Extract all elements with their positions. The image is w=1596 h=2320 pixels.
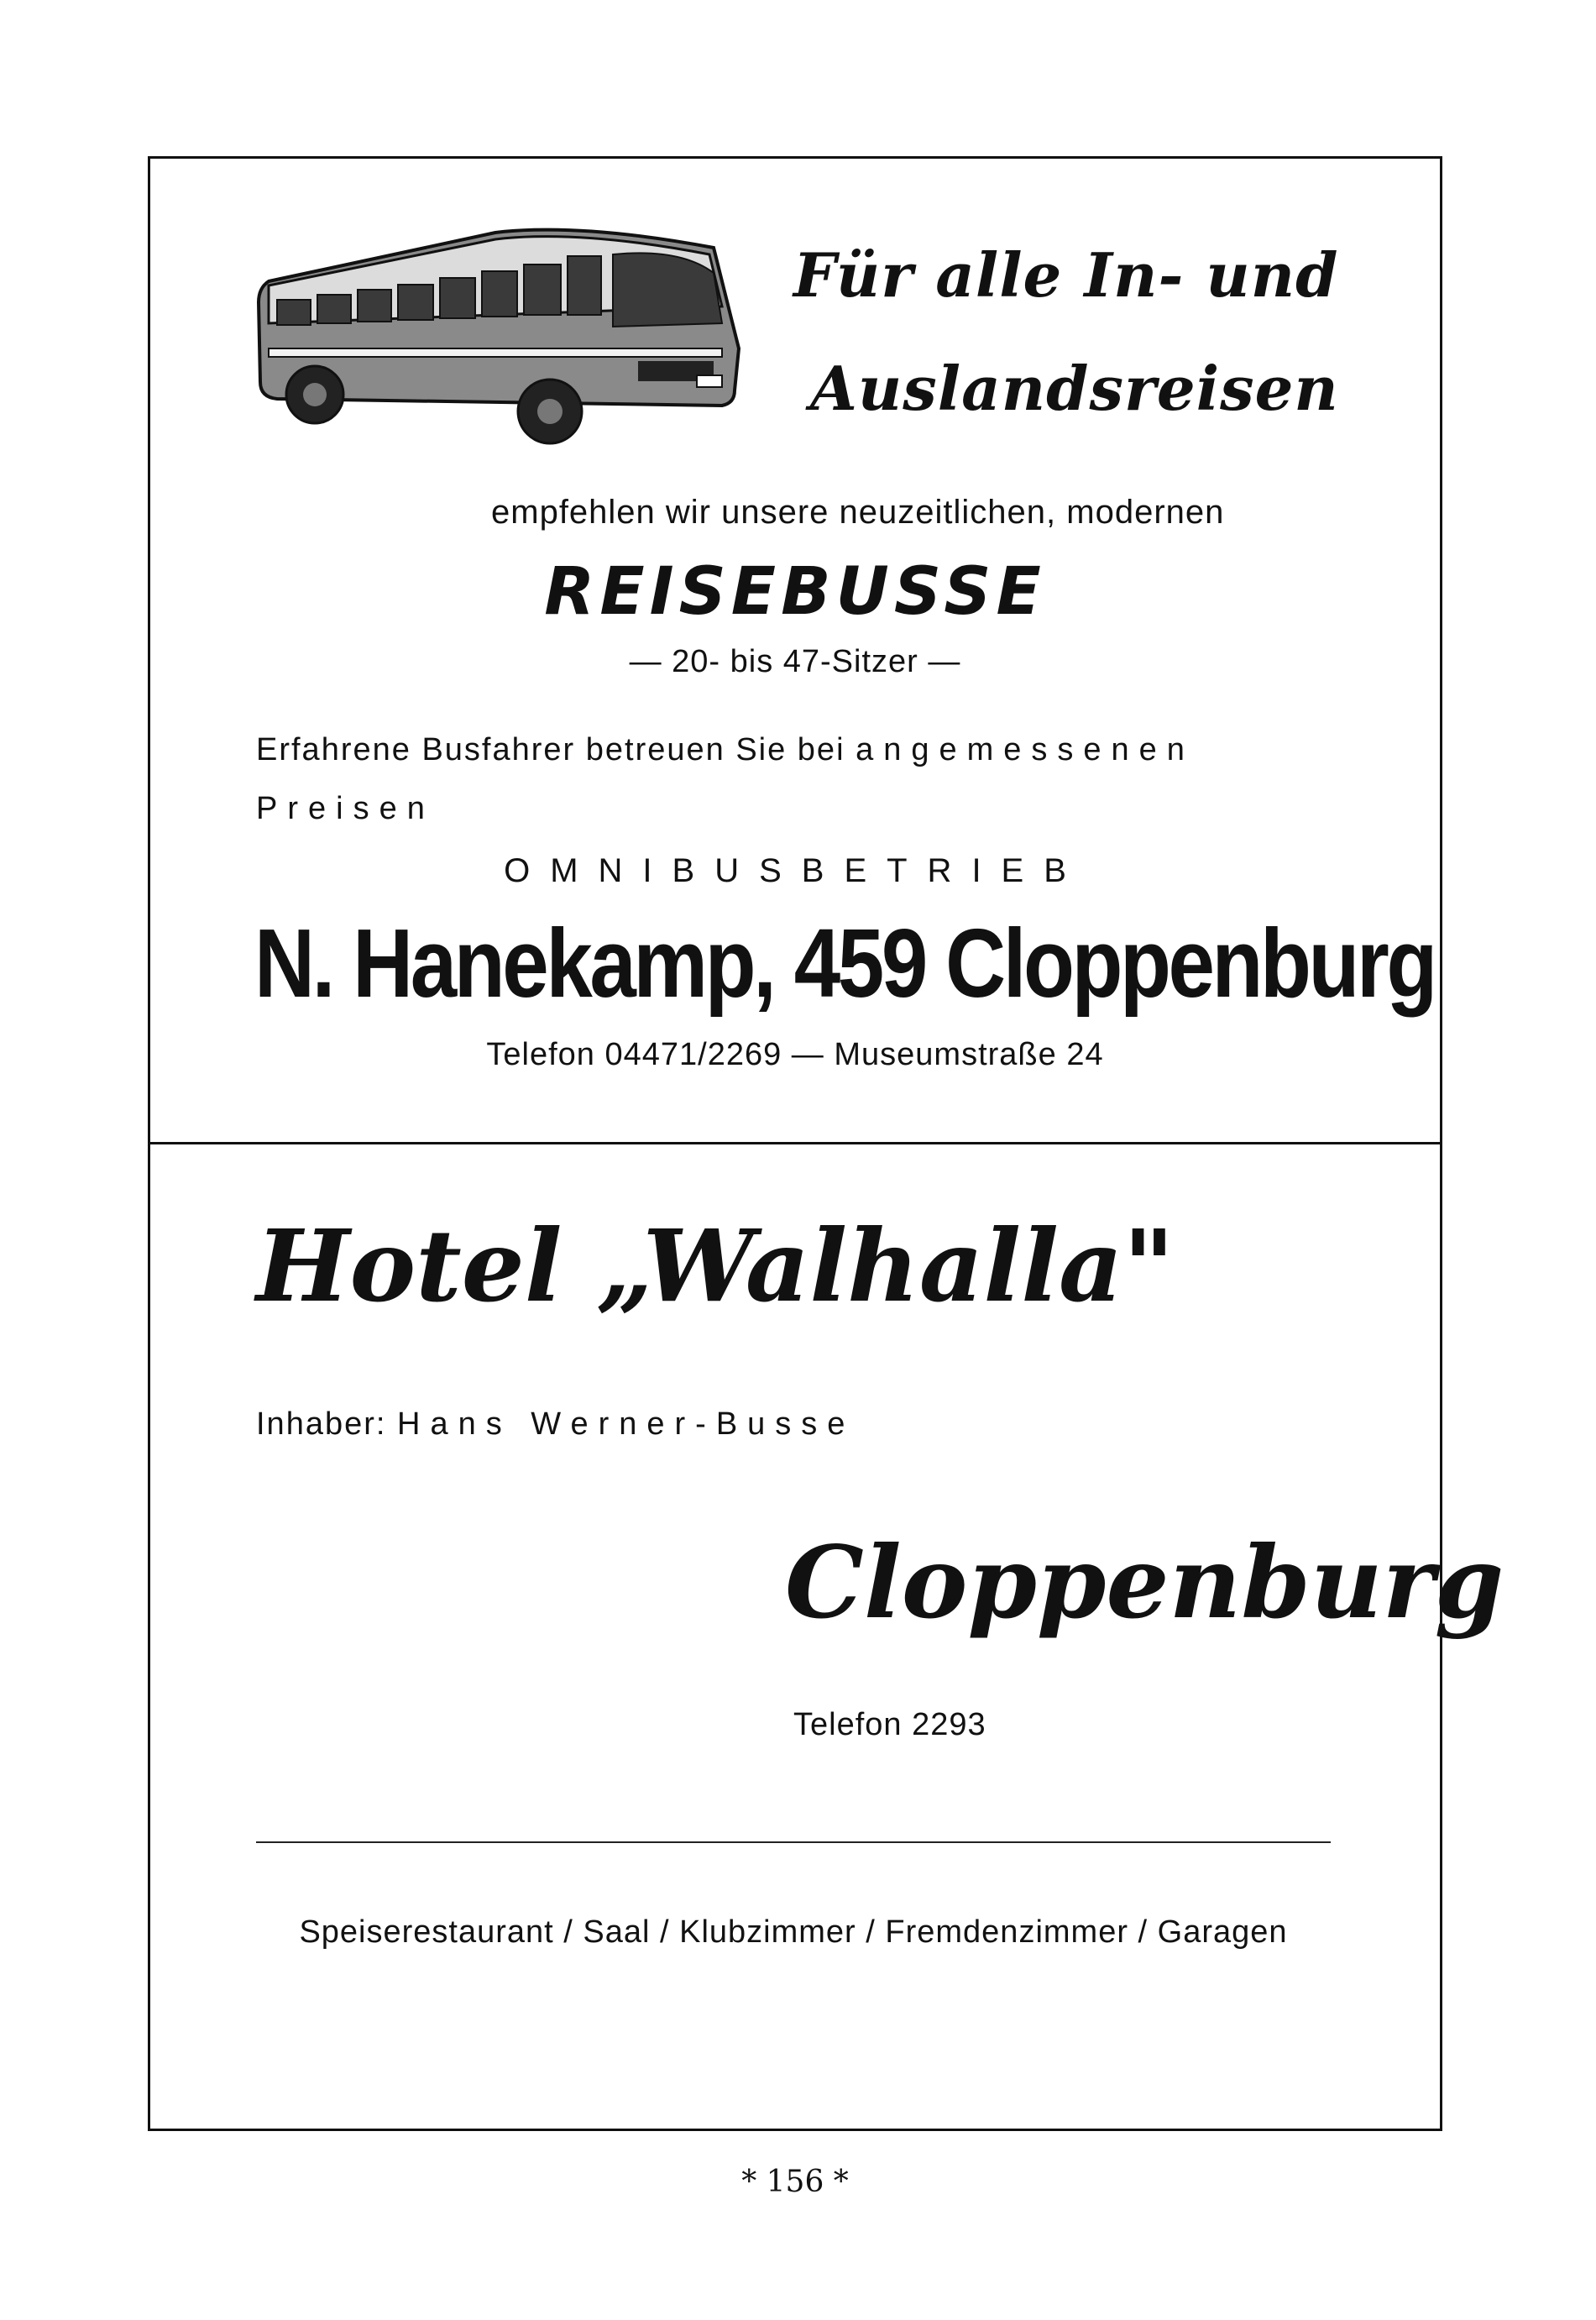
section-divider (148, 1142, 1442, 1144)
bus-drivers-plain: Erfahrene Busfahrer betreuen Sie bei (256, 732, 845, 767)
hotel-services: Speiserestaurant / Saal / Klubzimmer / Fremdenzimmer / Garagen (299, 1914, 1288, 1950)
hotel-city: Cloppenburg (785, 1524, 1504, 1641)
page-number: * 156 * (741, 2165, 849, 2199)
hotel-phone: Telefon 2293 (793, 1707, 986, 1742)
bus-lead-text: empfehlen wir unsere neuzeitlichen, modernen (491, 494, 1225, 531)
bus-headline-line1: Für alle In- und (793, 239, 1339, 311)
hotel-owner-label: Inhaber: (256, 1406, 387, 1442)
bus-seats-info: — 20- bis 47-Sitzer — (629, 644, 961, 679)
bus-drivers-text (256, 720, 1331, 838)
bus-product-title: REISEBUSSE (544, 554, 1046, 630)
hotel-divider (256, 1841, 1331, 1843)
company-name: N. Hanekamp, 459 Cloppenburg (254, 909, 1435, 1018)
company-type: OMNIBUSBETRIEB (504, 852, 1086, 889)
hotel-owner (256, 1406, 855, 1443)
company-contact: Telefon 04471/2269 — Museumstraße 24 (486, 1037, 1104, 1072)
hotel-owner-name: Hans Werner-Busse (397, 1406, 856, 1442)
hotel-name: Hotel „Walhalla" (256, 1207, 1175, 1324)
bus-headline-line2: Auslandsreisen (810, 353, 1339, 424)
bus-illustration (243, 223, 747, 449)
bus-drivers-spaced: angemessenen Preisen (256, 732, 1195, 826)
